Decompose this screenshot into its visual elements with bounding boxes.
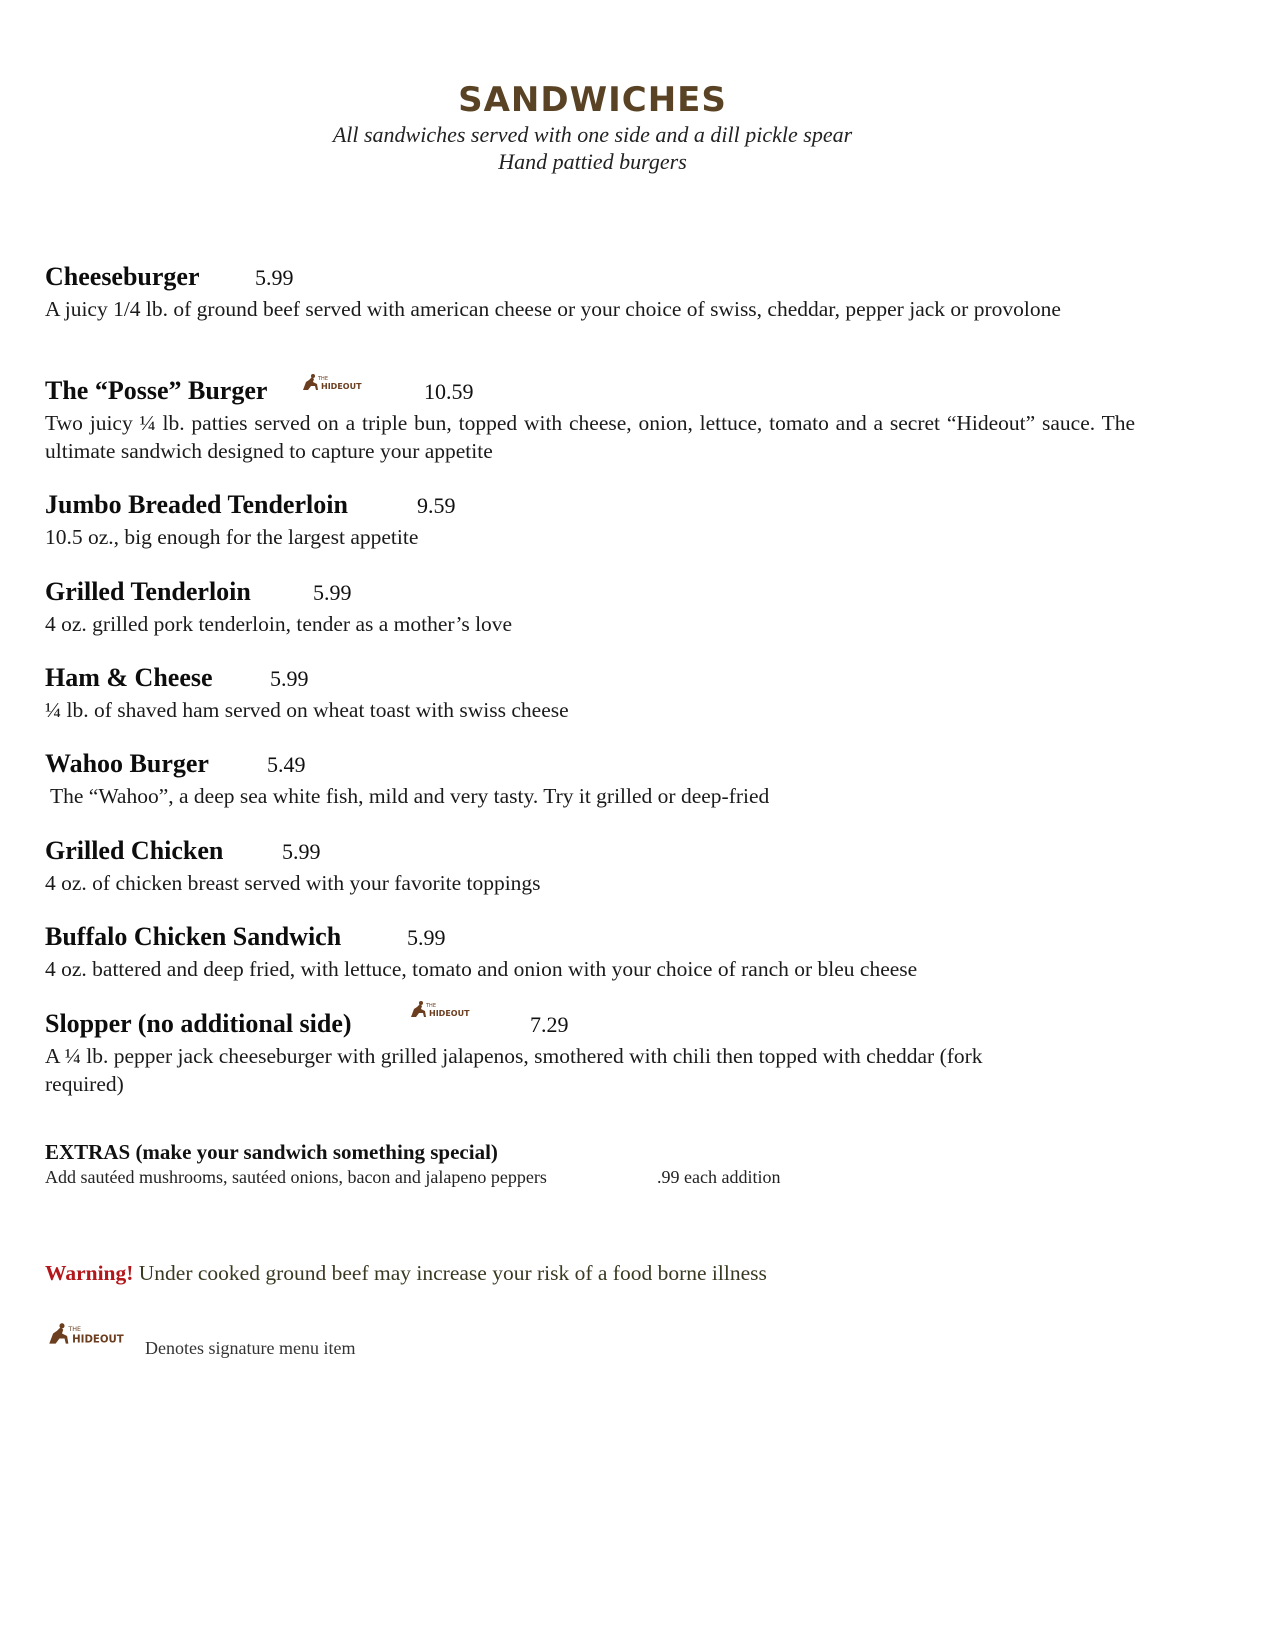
item-name: Ham & Cheese <box>45 663 213 692</box>
svg-text:HIDEOUT: HIDEOUT <box>429 1009 470 1018</box>
item-name: Cheeseburger <box>45 262 200 291</box>
menu-item <box>45 922 1135 983</box>
svg-text:THE: THE <box>318 376 328 382</box>
extras-section <box>45 1140 1145 1191</box>
menu-item <box>45 376 1135 465</box>
svg-text:THE: THE <box>426 1003 436 1009</box>
item-name: Jumbo Breaded Tenderloin <box>45 490 348 519</box>
item-price: 7.29 <box>530 1012 569 1037</box>
item-description: 4 oz. of chicken breast served with your favorite toppings <box>45 871 541 895</box>
extras-price: .99 each addition <box>657 1167 781 1187</box>
item-description: A ¼ lb. pepper jack cheeseburger with grilled jalapenos, smothered with chili then topped with cheddar (fork required) <box>45 1044 983 1096</box>
signature-legend <box>45 1322 545 1362</box>
item-name: The “Posse” Burger <box>45 376 268 405</box>
item-name: Slopper (no additional side) <box>45 1009 352 1038</box>
item-description: The “Wahoo”, a deep sea white fish, mild and very tasty. Try it grilled or deep-fried <box>45 784 770 808</box>
svg-text:HIDEOUT: HIDEOUT <box>72 1334 124 1346</box>
item-price: 5.49 <box>267 752 306 777</box>
menu-item <box>45 490 1135 551</box>
menu-item <box>45 663 1135 724</box>
page-subtitle: All sandwiches served with one side and a dill pickle spear <box>332 122 853 147</box>
warning-label: Warning! <box>45 1261 134 1285</box>
menu-item <box>45 577 1135 638</box>
item-price: 5.99 <box>407 925 446 950</box>
page-subtitle-secondary: Hand pattied burgers <box>498 149 687 174</box>
item-description: Two juicy ¼ lb. patties served on a triple bun, topped with cheese, onion, lettuce, tomato and a secret “Hideout” sauce. The ultimate sandwich designed to capture your appetite <box>45 411 1135 463</box>
item-name: Grilled Tenderloin <box>45 577 251 606</box>
item-description: ¼ lb. of shaved ham served on wheat toast with swiss cheese <box>45 698 569 722</box>
menu-item <box>45 262 1135 323</box>
item-name: Wahoo Burger <box>45 749 209 778</box>
item-description: A juicy 1/4 lb. of ground beef served with american cheese or your choice of swiss, cheddar, pepper jack or provolone <box>45 297 1061 321</box>
item-description: 4 oz. battered and deep fried, with lettuce, tomato and onion with your choice of ranch or bleu cheese <box>45 957 918 981</box>
menu-item <box>45 749 1135 810</box>
item-price: 5.99 <box>313 580 352 605</box>
item-price: 5.99 <box>282 839 321 864</box>
item-price: 10.59 <box>424 379 474 404</box>
item-description: 4 oz. grilled pork tenderloin, tender as a mother’s love <box>45 612 513 636</box>
extras-description: Add sautéed mushrooms, sautéed onions, bacon and jalapeno peppers <box>45 1167 547 1187</box>
hideout-logo-icon <box>300 373 370 395</box>
food-warning <box>45 1261 767 1286</box>
menu-item <box>45 1003 1135 1098</box>
item-name: Buffalo Chicken Sandwich <box>45 922 342 951</box>
svg-text:THE: THE <box>68 1325 82 1333</box>
menu-item <box>45 836 1135 897</box>
legend-text: Denotes signature menu item <box>145 1338 356 1358</box>
item-price: 9.59 <box>417 493 456 518</box>
item-description: 10.5 oz., big enough for the largest appetite <box>45 525 419 549</box>
item-price: 5.99 <box>255 265 294 290</box>
hideout-logo-icon <box>45 1322 135 1350</box>
extras-title: EXTRAS (make your sandwich something special) <box>45 1140 498 1164</box>
page-title: SANDWICHES <box>458 80 727 120</box>
hideout-logo-icon <box>408 1000 478 1022</box>
item-price: 5.99 <box>270 666 309 691</box>
svg-text:HIDEOUT: HIDEOUT <box>321 382 362 391</box>
warning-text: Under cooked ground beef may increase your risk of a food borne illness <box>133 1261 767 1285</box>
item-name: Grilled Chicken <box>45 836 224 865</box>
